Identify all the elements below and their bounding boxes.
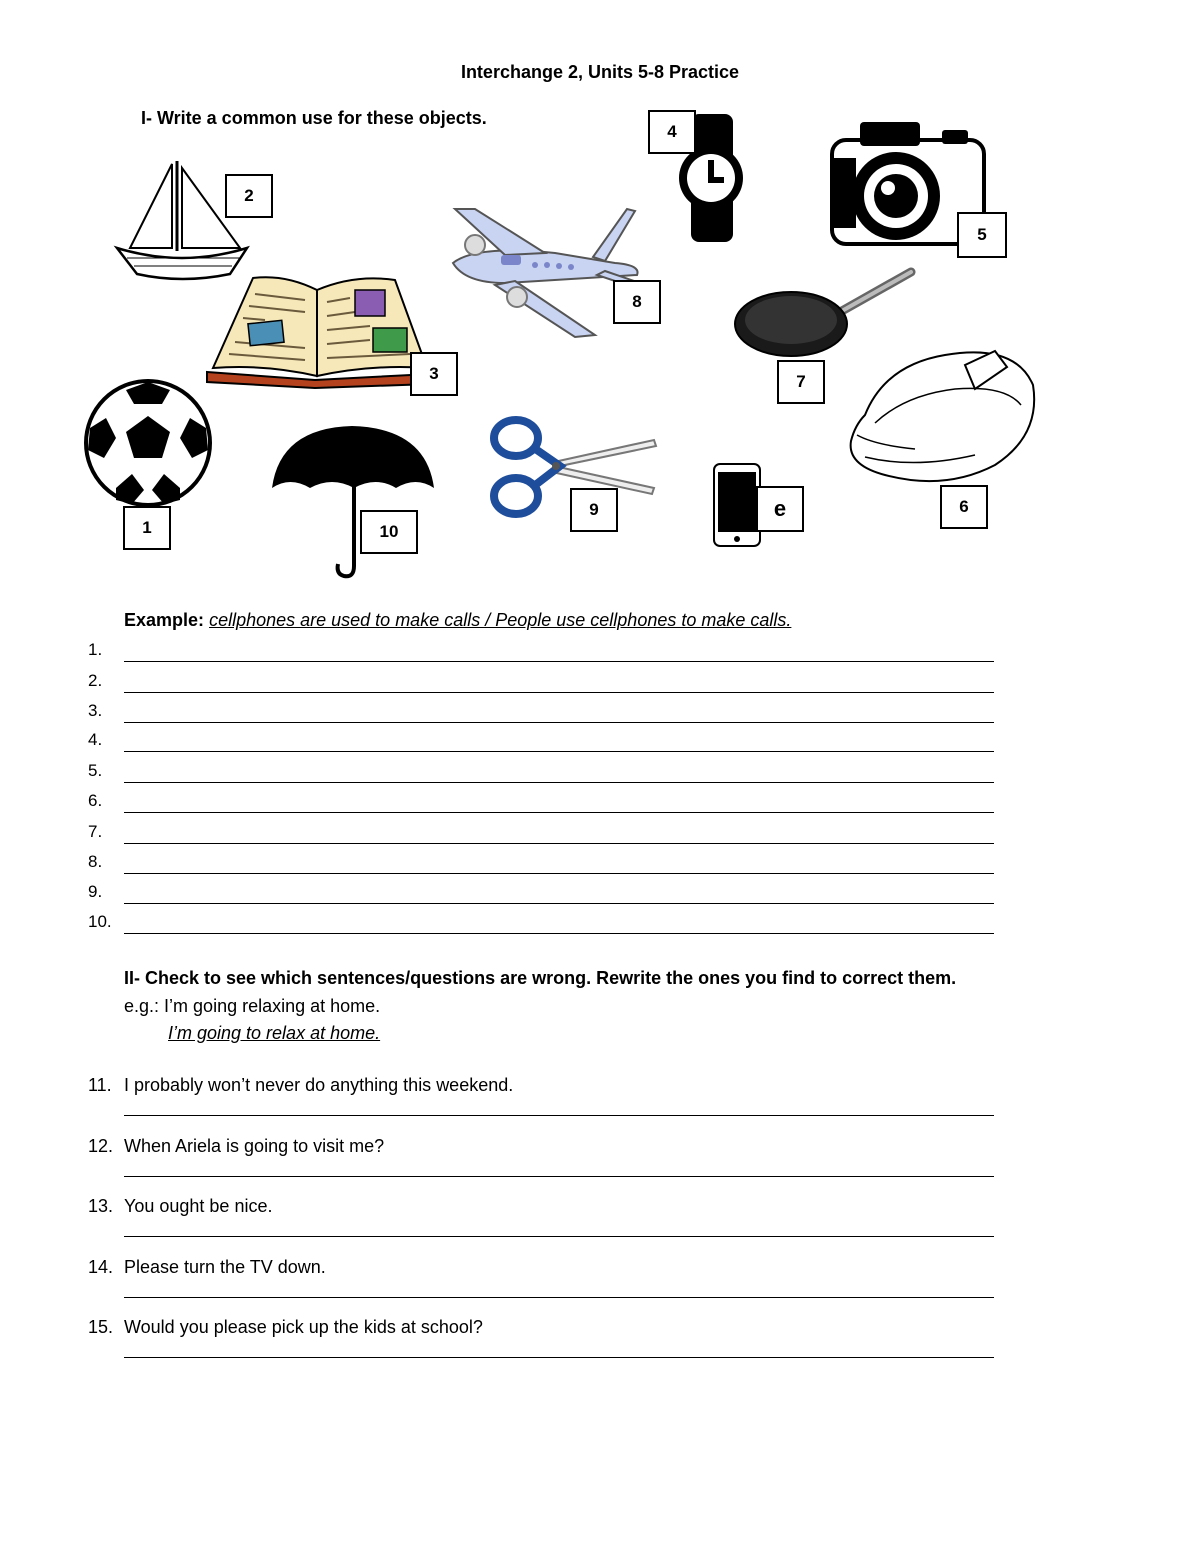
object-label-5: 5 bbox=[957, 212, 1007, 258]
soccer-ball-icon bbox=[82, 378, 214, 508]
page-title: Interchange 2, Units 5-8 Practice bbox=[460, 62, 740, 82]
object-label-6: 6 bbox=[940, 485, 988, 529]
answer-line-5[interactable] bbox=[88, 759, 994, 783]
answer-line[interactable] bbox=[124, 1236, 994, 1237]
question-number: 13. bbox=[88, 1196, 114, 1216]
example-correct-sentence: I’m going to relax at home. bbox=[168, 1023, 381, 1043]
question-text: You ought be nice. bbox=[124, 1196, 273, 1216]
answer-line-7[interactable] bbox=[88, 820, 994, 844]
answer-line-9[interactable] bbox=[88, 880, 994, 904]
umbrella-icon bbox=[270, 422, 436, 582]
answer-line-10[interactable] bbox=[88, 910, 994, 934]
object-label-9: 9 bbox=[570, 488, 618, 532]
object-label-3: 3 bbox=[410, 352, 458, 396]
answer-number: 9. bbox=[88, 882, 103, 901]
section-1-instruction: I- Write a common use for these objects. bbox=[141, 108, 487, 128]
baseball-glove-icon bbox=[845, 345, 1041, 491]
object-label-2: 2 bbox=[225, 174, 273, 218]
answer-number: 8. bbox=[88, 852, 103, 871]
answer-line[interactable] bbox=[124, 1297, 994, 1298]
answer-number: 3. bbox=[88, 701, 103, 720]
answer-number: 6. bbox=[88, 791, 103, 810]
question-text: When Ariela is going to visit me? bbox=[124, 1136, 385, 1156]
question-number: 15. bbox=[88, 1317, 114, 1337]
example-wrong-sentence: I’m going relaxing at home. bbox=[164, 996, 381, 1016]
answer-number: 1. bbox=[88, 640, 103, 659]
answer-number: 4. bbox=[88, 730, 103, 749]
example-prefix: e.g.: bbox=[124, 996, 160, 1016]
example-label: Example: bbox=[124, 610, 205, 630]
answer-line-1[interactable] bbox=[88, 638, 994, 662]
question-number: 11. bbox=[88, 1075, 112, 1095]
answer-line-8[interactable] bbox=[88, 850, 994, 874]
question-text: Please turn the TV down. bbox=[124, 1257, 326, 1277]
answer-line-4[interactable] bbox=[88, 728, 994, 752]
object-label-7: 7 bbox=[777, 360, 825, 404]
object-label-8: 8 bbox=[613, 280, 661, 324]
object-label-10: 10 bbox=[360, 510, 418, 554]
object-label-e: e bbox=[756, 486, 804, 532]
answer-line[interactable] bbox=[124, 1115, 994, 1116]
answer-number: 2. bbox=[88, 671, 103, 690]
answer-number: 7. bbox=[88, 822, 103, 841]
answer-number: 5. bbox=[88, 761, 103, 780]
object-label-4: 4 bbox=[648, 110, 696, 154]
answer-line-2[interactable] bbox=[88, 669, 994, 693]
question-number: 12. bbox=[88, 1136, 114, 1156]
answer-line[interactable] bbox=[124, 1176, 994, 1177]
question-text: Would you please pick up the kids at school? bbox=[124, 1317, 483, 1337]
example-text: cellphones are used to make calls / People use cellphones to make calls. bbox=[209, 610, 792, 630]
answer-line[interactable] bbox=[124, 1357, 994, 1358]
question-text: I probably won’t never do anything this weekend. bbox=[124, 1075, 514, 1095]
example-sentence bbox=[124, 610, 791, 631]
book-icon bbox=[205, 272, 437, 390]
answer-line-3[interactable] bbox=[88, 699, 994, 723]
section-2-example bbox=[124, 996, 380, 1017]
answer-number: 10. bbox=[88, 912, 112, 931]
section-2-instruction: II- Check to see which sentences/questions are wrong. Rewrite the ones you find to correct them. bbox=[124, 968, 957, 988]
answer-line-6[interactable] bbox=[88, 789, 994, 813]
question-number: 14. bbox=[88, 1257, 114, 1277]
object-label-1: 1 bbox=[123, 506, 171, 550]
cellphone-icon bbox=[712, 462, 762, 548]
